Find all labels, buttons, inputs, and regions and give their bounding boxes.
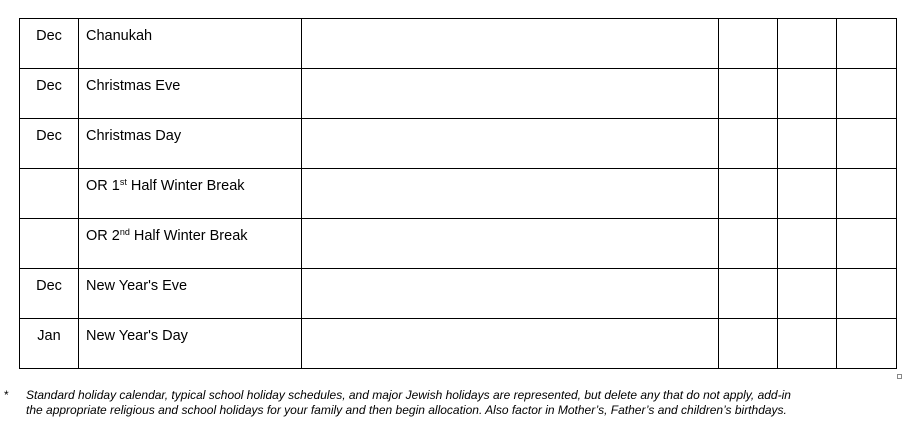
holiday-name-suffix: Half Winter Break: [126, 178, 245, 194]
allocation-cell[interactable]: [719, 219, 778, 269]
holiday-name-cell: New Year's Day: [79, 319, 302, 369]
notes-cell[interactable]: [302, 269, 719, 319]
footnote-line: the appropriate religious and school holidays for your family and then begin allocation. Also factor in Mother’s, Father’s and children’s birthdays.: [26, 403, 787, 417]
month-cell: Dec: [20, 19, 79, 69]
allocation-cell[interactable]: [837, 169, 897, 219]
footnote-line: Standard holiday calendar, typical school holiday schedules, and major Jewish holidays are represented, but delete any that do not apply, add-in: [26, 388, 791, 402]
holiday-name-cell: Christmas Eve: [79, 69, 302, 119]
allocation-cell[interactable]: [778, 19, 837, 69]
holiday-name-suffix: Half Winter Break: [129, 228, 248, 244]
table-row: [20, 119, 897, 169]
allocation-cell[interactable]: [837, 119, 897, 169]
month-cell: Dec: [20, 269, 79, 319]
table-row: [20, 319, 897, 369]
holiday-allocation-table: [19, 18, 897, 369]
holiday-name-prefix: OR 2: [86, 228, 120, 244]
notes-cell[interactable]: [302, 319, 719, 369]
table-row: [20, 69, 897, 119]
holiday-name-cell: [79, 219, 302, 269]
table-row: [20, 19, 897, 69]
allocation-cell[interactable]: [778, 169, 837, 219]
allocation-cell[interactable]: [837, 219, 897, 269]
table-row: [20, 169, 897, 219]
month-cell: [20, 169, 79, 219]
notes-cell[interactable]: [302, 169, 719, 219]
allocation-cell[interactable]: [778, 69, 837, 119]
table-row: [20, 269, 897, 319]
notes-cell[interactable]: [302, 69, 719, 119]
allocation-cell[interactable]: [719, 69, 778, 119]
ordinal-suffix: nd: [119, 227, 130, 237]
allocation-cell[interactable]: [719, 169, 778, 219]
allocation-cell[interactable]: [778, 269, 837, 319]
ordinal-suffix: st: [119, 177, 127, 187]
table-resize-handle[interactable]: [897, 374, 902, 379]
allocation-cell[interactable]: [837, 319, 897, 369]
footnote-marker: *: [4, 388, 9, 402]
allocation-cell[interactable]: [719, 319, 778, 369]
allocation-cell[interactable]: [719, 269, 778, 319]
allocation-cell[interactable]: [837, 69, 897, 119]
allocation-cell[interactable]: [837, 19, 897, 69]
footnote-text: [26, 388, 896, 418]
holiday-name-prefix: OR 1: [86, 178, 120, 194]
allocation-cell[interactable]: [778, 219, 837, 269]
holiday-name-cell: New Year's Eve: [79, 269, 302, 319]
month-cell: Dec: [20, 69, 79, 119]
holiday-name-cell: [79, 169, 302, 219]
month-cell: Jan: [20, 319, 79, 369]
notes-cell[interactable]: [302, 219, 719, 269]
allocation-cell[interactable]: [719, 119, 778, 169]
allocation-cell[interactable]: [719, 19, 778, 69]
allocation-cell[interactable]: [778, 119, 837, 169]
allocation-cell[interactable]: [837, 269, 897, 319]
month-cell: Dec: [20, 119, 79, 169]
allocation-cell[interactable]: [778, 319, 837, 369]
holiday-name-cell: Christmas Day: [79, 119, 302, 169]
table-row: [20, 219, 897, 269]
notes-cell[interactable]: [302, 19, 719, 69]
notes-cell[interactable]: [302, 119, 719, 169]
holiday-name-cell: Chanukah: [79, 19, 302, 69]
month-cell: [20, 219, 79, 269]
